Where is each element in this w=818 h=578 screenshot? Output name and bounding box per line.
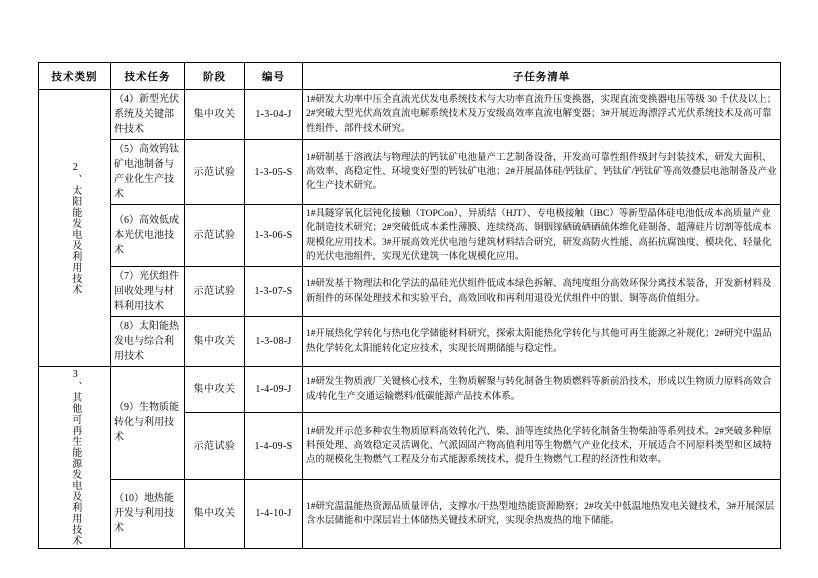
task-cell: （7）光伏组件回收处理与材料利用技术: [111, 267, 185, 317]
subtask-cell: 1#研制基于溶液法与物理法的钙钛矿电池量产工艺制备设备，开发高可靠性组件级封与封装技术，研发大面积、高效率、高稳定性、环境变好型的钙钛矿电池；2#开展晶体硅/钙钛矿、钙钛矿/钙钛矿等高效叠层电池制备及产业化生产技术研究。: [303, 140, 781, 205]
task-cell: （8）太阳能热发电与综合利用技术: [111, 317, 185, 367]
subtask-cell: 1#研发基于物理法和化学法的晶硅光伏组件低成本绿色拆解、高纯度组分高效环保分离技术装备，开发新材料及新组件的环保处理技术和实验平台，高效回收和再利用退役光伏组件中的银、铜等高价值组分。: [303, 267, 781, 317]
table-row: [39, 479, 781, 548]
column-header-stage: 阶段: [185, 63, 245, 90]
subtask-cell: 1#开展热化学转化与热电化学储能材料研究，探索太阳能热化学转化与其他可再生能源之补规化；2#研究中温品热化学转化太阳能转化定应技术，实现长周期储能与稳定性。: [303, 317, 781, 367]
code-cell: 1-3-08-J: [245, 317, 303, 367]
stage-cell: 集中攻关: [185, 479, 245, 548]
column-header-task: 技术任务: [111, 63, 185, 90]
code-cell: 1-4-09-S: [245, 413, 303, 479]
code-cell: 1-3-06-S: [245, 205, 303, 267]
table-header-row: [39, 63, 781, 90]
column-header-subtasks: 子任务清单: [303, 63, 781, 90]
task-cell: （9）生物质能转化与利用技术: [111, 367, 185, 480]
column-header-code: 编号: [245, 63, 303, 90]
category-label: 3、其他可再生能源发电及利用技术: [69, 369, 81, 546]
table-row: [39, 317, 781, 367]
stage-cell: 集中攻关: [185, 90, 245, 140]
table-body: [39, 90, 781, 549]
subtask-cell: 1#研发生物质液厂关键核心技术，生物质解聚与转化制备生物质燃料等新前沿技术，形成以生物质力原料高效合成/转化生产交通运输燃料/低碳能源产品技术体系。: [303, 367, 781, 413]
task-cell: （5）高效钨钛矿电池制备与产业化生产技术: [111, 140, 185, 205]
column-header-category: 技术类别: [39, 63, 111, 90]
code-cell: 1-4-09-J: [245, 367, 303, 413]
stage-cell: 示范试验: [185, 205, 245, 267]
technology-task-table: [38, 62, 781, 549]
table-row: [39, 205, 781, 267]
table-row: [39, 90, 781, 140]
category-cell-other-renewables: [39, 367, 111, 549]
table-row: [39, 367, 781, 413]
table-header: [39, 63, 781, 90]
stage-cell: 示范试验: [185, 140, 245, 205]
code-cell: 1-3-05-S: [245, 140, 303, 205]
code-cell: 1-4-10-J: [245, 479, 303, 548]
subtask-cell: 1#研发大功率中压全直流光伏发电系统技术与大功率直流升压变换器，实现直流变换器电压等级 30 千伏及以上；2#突破大型光伏高效直流电解系统技术及万安级高效率直流电解变器；3#开展近海漂浮式光伏系统技术及高可靠性组件、部件技术研究。: [303, 90, 781, 140]
stage-cell: 集中攻关: [185, 317, 245, 367]
table-row: [39, 267, 781, 317]
table-row: [39, 140, 781, 205]
code-cell: 1-3-07-S: [245, 267, 303, 317]
stage-cell: 集中攻关: [185, 367, 245, 413]
subtask-cell: 1#具隧穿氧化层钝化接触（TOPCon）、异质结（HJT）、专电极接触（IBC）等新型晶体硅电池低成本高质量产业化制造技术研究；2#突破低成本柔性薄膜、连续绕高、铜铟镓硒硫硒硒硫体维化硅制备、超薄硅片切割等低成本规模化应用技术。3#开展高效光伏电池与建筑材料结合研究，研发高防火性能、高拓抗腐蚀度、模块化、轻量化的光伏电池组件，实现光伏建筑一体化规模化应用。: [303, 205, 781, 267]
task-cell: （4）新型光伏系统及关键部件技术: [111, 90, 185, 140]
task-cell: （6）高效低成本光伏电池技术: [111, 205, 185, 267]
task-cell: （10）地热能开发与利用技术: [111, 479, 185, 548]
stage-cell: 示范试验: [185, 267, 245, 317]
code-cell: 1-3-04-J: [245, 90, 303, 140]
category-label: 2、太阳能发电及利用技术: [69, 161, 81, 295]
stage-cell: 示范试验: [185, 413, 245, 479]
subtask-cell: 1#研究温温能热资源品质量评估，支撑水/干热型地热能资源勘察；2#攻关中低温地热发电关键技术，3#开展深层含水层储能和中深层岩土体储热关键技术研究，实现余热废热的地下储能。: [303, 479, 781, 548]
subtask-cell: 1#研发并示范多种农生物质原料高效转化汽、柴、油等连续热化学转化制备生物柴油等系列技术。2#突破多种原料预处理、高效稳定灵活调化、气派固固产物高值利用等生物燃气产业化技术，开展适合不同原料类型和区域特点的规模化生物燃气工程及分布式能源系统技术，提升生物燃气工程的经济性和效率。: [303, 413, 781, 479]
category-cell-solar: [39, 90, 111, 367]
